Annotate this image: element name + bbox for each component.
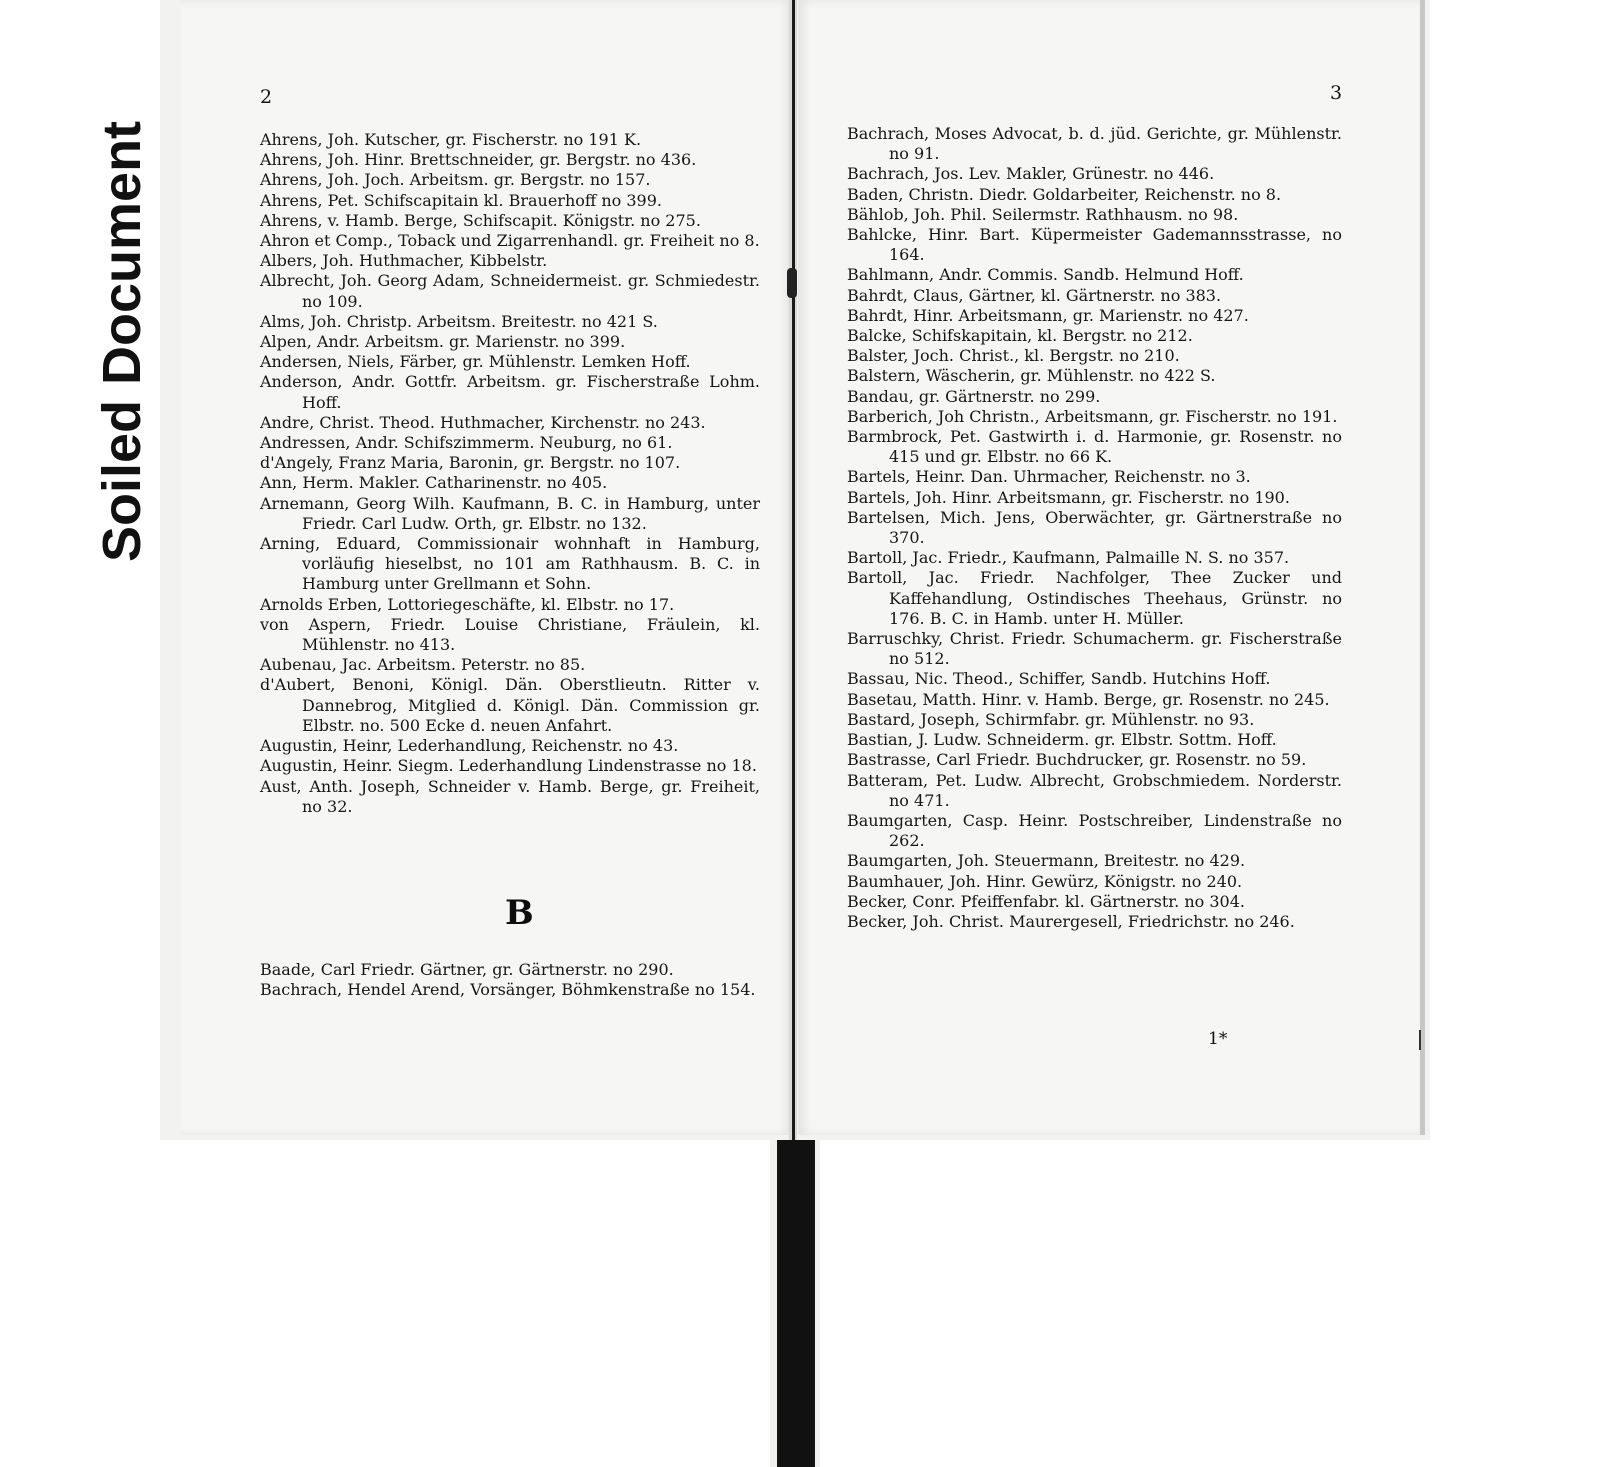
directory-entry: Basetau, Matth. Hinr. v. Hamb. Berge, gr. Rosenstr. no 245. [847,689,1330,709]
directory-entry: d'Angely, Franz Maria, Baronin, gr. Bergstr. no 107. [260,453,681,473]
directory-entry: d'Aubert, Benoni, Königl. Dän. Oberstlieutn. Ritter v. Dannebrog, Mitglied d. Königl. Dän. Commission gr. Elbstr. no. 500 Ecke d. neuen Anfahrt. [260,675,760,735]
directory-entry: Becker, Joh. Christ. Maurergesell, Friedrichstr. no 246. [847,911,1295,931]
directory-entry: Arning, Eduard, Commissionair wohnhaft in Hamburg, vorläufig hieselbst, no 101 am Rathhausm. B. C. in Hamburg unter Grellmann et Sohn. [260,534,760,594]
gutter-line [792,0,795,1140]
page-edge [1420,0,1425,1135]
directory-entry: Aust, Anth. Joseph, Schneider v. Hamb. Berge, gr. Freiheit, no 32. [260,776,760,816]
directory-entry: Bandau, gr. Gärtnerstr. no 299. [847,386,1101,406]
directory-entry: Bastrasse, Carl Friedr. Buchdrucker, gr. Rosenstr. no 59. [847,750,1307,770]
directory-entry: Arnolds Erben, Lottoriegeschäfte, kl. Elbstr. no 17. [260,594,675,614]
directory-entry: Barmbrock, Pet. Gastwirth i. d. Harmonie, gr. Rosenstr. no 415 und gr. Elbstr. no 66 K. [847,427,1342,467]
directory-entry: Ahrens, Joh. Kutscher, gr. Fischerstr. no 191 K. [260,130,642,149]
soiled-document-label-text: Soiled Document [92,120,152,562]
directory-entry: Baumgarten, Casp. Heinr. Postschreiber, Lindenstraße no 262. [847,810,1342,851]
directory-entry: Bartoll, Jac. Friedr. Nachfolger, Thee Zucker und Kaffehandlung, Ostindisches Theehaus, Grünstr. no 176. B. C. in Hamb. unter H. Müller. [847,568,1342,628]
directory-entry: Bahrdt, Hinr. Arbeitsmann, gr. Marienstr. no 427. [847,305,1249,325]
directory-entry: Ann, Herm. Makler. Catharinenstr. no 405. [260,473,608,493]
directory-entry: Bastian, J. Ludw. Schneiderm. gr. Elbstr. Sottm. Hoff. [847,730,1277,750]
directory-entry: Ahrens, Joh. Hinr. Brettschneider, gr. Bergstr. no 436. [260,150,697,170]
directory-entry: Bachrach, Moses Advocat, b. d. jüd. Gerichte, gr. Mühlenstr. no 91. [847,124,1342,164]
directory-entry: Albers, Joh. Huthmacher, Kibbelstr. [260,251,548,271]
directory-entry: Aubenau, Jac. Arbeitsm. Peterstr. no 85. [260,655,586,675]
soiled-document-label [92,72,152,572]
gutter-mark [787,268,797,298]
directory-entry: Augustin, Heinr. Siegm. Lederhandlung Lindenstrasse no 18. [260,756,757,776]
directory-entry: Bartelsen, Mich. Jens, Oberwächter, gr. Gärtnerstraße no 370. [847,507,1342,548]
directory-entry: Ahrens, v. Hamb. Berge, Schifscapit. Königstr. no 275. [260,210,701,230]
directory-entry: Becker, Conr. Pfeiffenfabr. kl. Gärtnerstr. no 304. [847,891,1245,911]
directory-entry: von Aspern, Friedr. Louise Christiane, Fräulein, kl. Mühlenstr. no 413. [260,614,760,655]
directory-entry: Bassau, Nic. Theod., Schiffer, Sandb. Hutchins Hoff. [847,669,1271,689]
directory-entry: Arnemann, Georg Wilh. Kaufmann, B. C. in Hamburg, unter Friedr. Carl Ludw. Orth, gr. Elbstr. no 132. [260,493,760,533]
page-edge-mark [1419,1030,1421,1050]
directory-entry: Augustin, Heinr, Lederhandlung, Reichenstr. no 43. [260,736,679,756]
left-entries-b [260,960,760,1000]
directory-entry: Ahrens, Joh. Joch. Arbeitsm. gr. Bergstr. no 157. [260,170,651,190]
directory-entry: Bahlmann, Andr. Commis. Sandb. Helmund Hoff. [847,265,1244,285]
directory-entry: Bahrdt, Claus, Gärtner, kl. Gärtnerstr. no 383. [847,285,1222,305]
catchword: 1* [1208,1029,1228,1049]
directory-entry: Anderson, Andr. Gottfr. Arbeitsm. gr. Fischerstraße Lohm. Hoff. [260,372,760,412]
directory-entry: Balster, Joch. Christ., kl. Bergstr. no 210. [847,346,1180,366]
directory-entry: Bartels, Joh. Hinr. Arbeitsmann, gr. Fischerstr. no 190. [847,487,1290,507]
directory-entry: Barberich, Joh Christn., Arbeitsmann, gr. Fischerstr. no 191. [847,406,1338,426]
directory-entry: Ahron et Comp., Toback und Zigarrenhandl. gr. Freiheit no 8. [260,231,760,251]
directory-entry: Andre, Christ. Theod. Huthmacher, Kirchenstr. no 243. [260,412,706,432]
directory-entry: Andressen, Andr. Schifszimmerm. Neuburg, no 61. [260,433,673,453]
directory-entry: Bartels, Heinr. Dan. Uhrmacher, Reichenstr. no 3. [847,467,1251,487]
directory-entry: Bastard, Joseph, Schirmfabr. gr. Mühlenstr. no 93. [847,709,1255,729]
directory-entry: Balcke, Schifskapitain, kl. Bergstr. no 212. [847,326,1193,346]
section-letter: B [505,893,534,933]
directory-entry: Bachrach, Hendel Arend, Vorsänger, Böhmkenstraße no 154. [260,980,756,1000]
directory-entry: Bählob, Joh. Phil. Seilermstr. Rathhausm. no 98. [847,204,1239,224]
left-entries-a [260,130,760,817]
binding-band [777,1140,815,1467]
directory-entry: Albrecht, Joh. Georg Adam, Schneidermeist. gr. Schmiedestr. no 109. [260,271,760,311]
directory-entry: Baumgarten, Joh. Steuermann, Breitestr. no 429. [847,851,1246,871]
page-number-left: 2 [260,86,273,108]
directory-entry: Andersen, Niels, Färber, gr. Mühlenstr. Lemken Hoff. [260,352,691,372]
directory-entry: Baumhauer, Joh. Hinr. Gewürz, Königstr. no 240. [847,871,1243,891]
directory-entry: Alpen, Andr. Arbeitsm. gr. Marienstr. no 399. [260,332,626,352]
directory-entry: Barruschky, Christ. Friedr. Schumacherm. gr. Fischerstraße no 512. [847,629,1342,669]
directory-entry: Baden, Christn. Diedr. Goldarbeiter, Reichenstr. no 8. [847,184,1282,204]
page-number-right: 3 [1330,82,1343,104]
directory-entry: Batteram, Pet. Ludw. Albrecht, Grobschmiedem. Norderstr. no 471. [847,770,1342,810]
directory-entry: Alms, Joh. Christp. Arbeitsm. Breitestr. no 421 S. [260,311,658,331]
directory-entry: Bachrach, Jos. Lev. Makler, Grünestr. no 446. [847,164,1215,184]
directory-entry: Bartoll, Jac. Friedr., Kaufmann, Palmaille N. S. no 357. [847,548,1290,568]
directory-entry: Balstern, Wäscherin, gr. Mühlenstr. no 422 S. [847,366,1216,386]
directory-entry: Baade, Carl Friedr. Gärtner, gr. Gärtnerstr. no 290. [260,960,674,979]
right-entries [847,124,1342,932]
directory-entry: Bahlcke, Hinr. Bart. Küpermeister Gademannsstrasse, no 164. [847,225,1342,265]
directory-entry: Ahrens, Pet. Schifscapitain kl. Brauerhoff no 399. [260,190,662,210]
